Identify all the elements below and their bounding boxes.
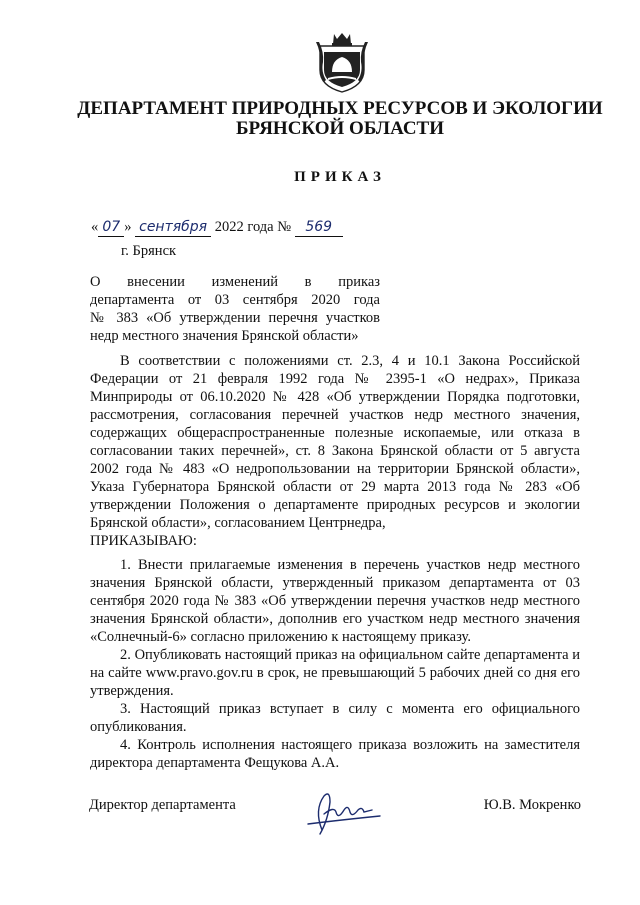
coat-of-arms-icon [314, 30, 370, 94]
date-year-text: 2022 года № [214, 219, 292, 235]
order-item-2: 2. Опубликовать настоящий приказ на официальном сайте департамента и на сайте www.pravo.gov.ru в срок, не превышающий 5 рабочих дней со дня его утверждения. [90, 647, 580, 699]
city-label: г. Брянск [121, 243, 177, 259]
subject-line: О внесении изменений в приказ [90, 274, 380, 290]
order-items [90, 556, 580, 772]
preamble-paragraph [90, 352, 580, 532]
order-number: 569 [295, 219, 343, 237]
date-month: сентября [135, 219, 211, 237]
order-word: ПРИКАЗЫВАЮ: [90, 533, 197, 549]
signer-title: Директор департамента [89, 797, 236, 813]
preamble-text: В соответствии с положениями ст. 2.3, 4 и 10.1 Закона Российской Федерации от 21 февраля 1992 года № 2395-1 «О недрах», Приказа Минприроды от 06.10.2020 № 428 «Об утверждении Порядка подготовки, рассмотрения, согласования перечней участков недр местного значения, содержащих общераспространенные полезные ископаемые, или отказа в согласовании таких перечней», ст. 8 Закона Брянской области от 5 августа 2002 года № 483 «О недропользовании на территории Брянской области», Указа Губернатора Брянской области от 29 марта 2013 года № 283 «Об утверждении Положения о департаменте природных ресурсов и экологии Брянской области», согласованием Центрнедра, [90, 353, 580, 531]
subject-line: № 383 «Об утверждении перечня участков [90, 310, 380, 326]
date-day: 07 [98, 219, 124, 237]
order-item-1: 1. Внести прилагаемые изменения в перечень участков недр местного значения Брянской области, утвержденный приказом департамента от 03 сентября 2020 года № 383 «Об утверждении перечня участков недр местного значения Брянской области», дополнив его участком недр местного значения «Солнечный-6» согласно приложению к настоящему приказу. [90, 557, 580, 645]
order-date-line [91, 219, 343, 237]
subject-line: департамента от 03 сентября 2020 года [90, 292, 380, 308]
order-title: ПРИКАЗ [294, 169, 386, 185]
department-title-line2: БРЯНСКОЙ ОБЛАСТИ [235, 118, 445, 139]
subject-line: недр местного значения Брянской области» [90, 328, 359, 344]
date-close-quote: » [124, 219, 132, 235]
signer-name: Ю.В. Мокренко [483, 797, 581, 813]
department-title [60, 99, 620, 139]
order-item-4: 4. Контроль исполнения настоящего приказа возложить на заместителя директора департамента Фещукова А.А. [90, 737, 580, 771]
department-title-line1: ДЕПАРТАМЕНТ ПРИРОДНЫХ РЕСУРСОВ И ЭКОЛОГИИ [77, 98, 603, 119]
handwritten-signature [300, 780, 390, 840]
order-item-3: 3. Настоящий приказ вступает в силу с момента его официального опубликования. [90, 701, 580, 735]
date-open-quote: « [91, 219, 99, 235]
order-subject [90, 273, 380, 345]
